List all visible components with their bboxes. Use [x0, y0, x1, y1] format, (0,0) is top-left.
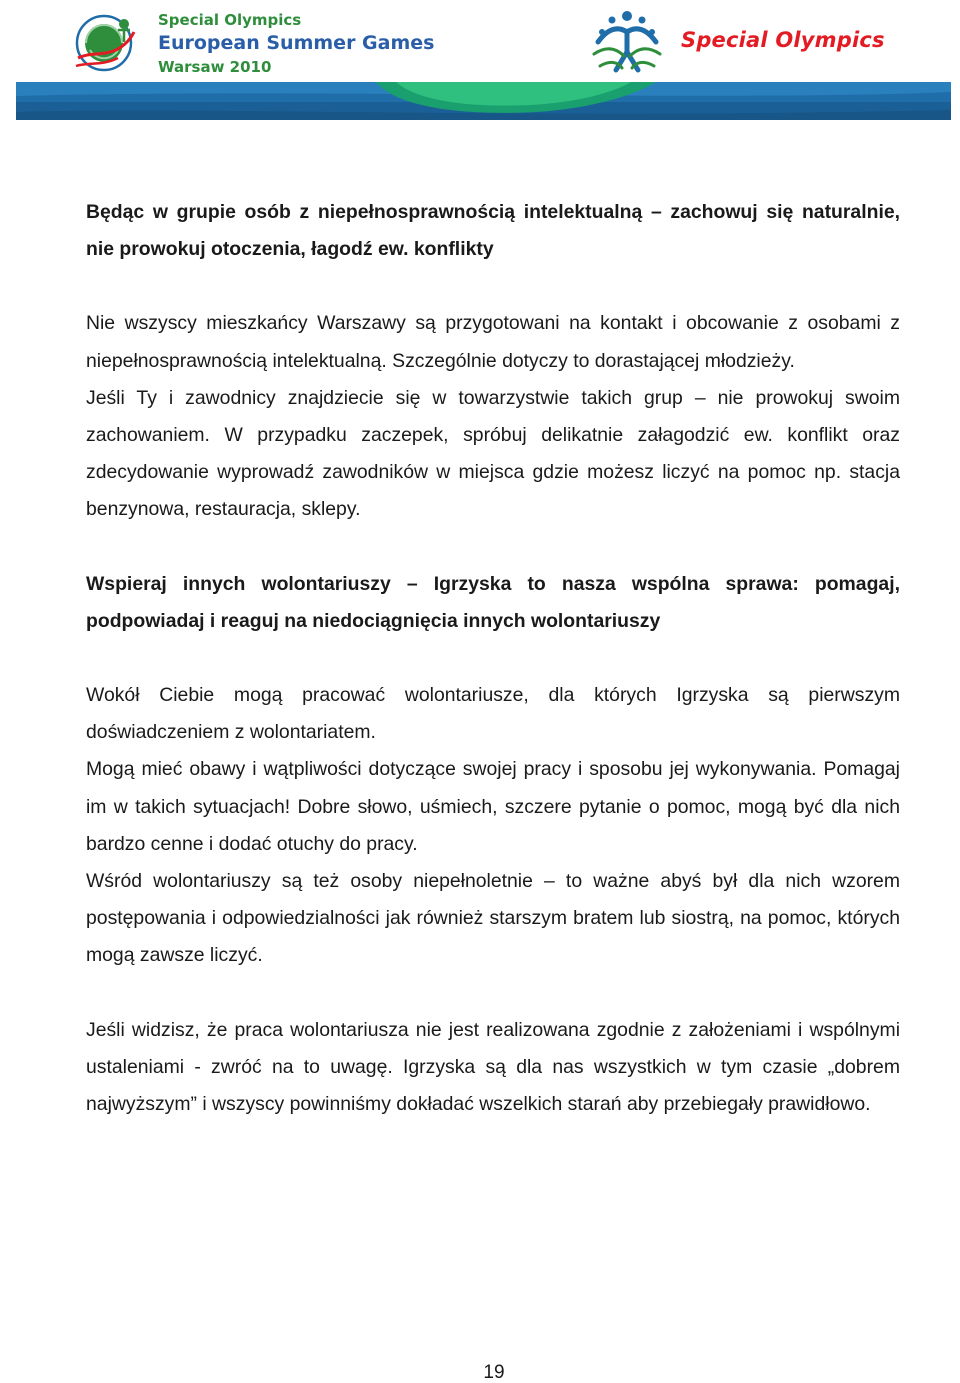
header-banner	[16, 82, 951, 120]
paragraph-feedback: Jeśli widzisz, że praca wolontariusza nie jest realizowana zgodnie z założeniami i wspólnymi ustaleniami - zwróć na to uwagę. Igrzyska są dla nas wszystkich w tym czasie „dobrem najwyższym” i wszyscy powinniśmy dokładać wszelkich starań aby przebiegały prawidłowo.	[86, 1018, 900, 1116]
page-number: 19	[483, 1362, 505, 1383]
special-olympics-emblem-icon	[590, 6, 664, 78]
paragraph-provocation: Jeśli Ty i zawodnicy znajdziecie się w towarzystwie takich grup – nie prowokuj swoim zachowaniem. W przypadku zaczepek, spróbuj delikatnie załagodzić ew. konflikt oraz zdecydowanie wyprowadź zawodników w miejsca gdzie możesz liczyć na pomoc np. stacja benzynowa, restauracja, sklepy.	[86, 386, 900, 521]
paragraph-spacer	[86, 975, 900, 1012]
paragraph-heading-support: Wspieraj innych wolontariuszy – Igrzyska to nasza wspólna sprawa: pomagaj, podpowiadaj i reaguj na niedociągnięcia innych wolontariuszy	[86, 572, 900, 632]
paragraph-concerns: Mogą mieć obawy i wątpliwości dotyczące swojej pracy i sposobu jej wykonywania. Pomagaj im w takich sytuacjach! Dobre słowo, uśmiech, szczere pytanie o pomoc, mogą być dla nich bardzo cenne i dodać otuchy do pracy.	[86, 758, 900, 855]
page-header	[0, 0, 960, 122]
event-title-line1: Special Olympics	[158, 11, 302, 29]
event-title	[158, 10, 458, 80]
paragraph-spacer	[86, 268, 900, 305]
paragraph-spacer	[86, 529, 900, 566]
event-title-line2: European Summer Games	[158, 32, 435, 54]
paragraph-heading-behaviour: Będąc w grupie osób z niepełnosprawnością intelektualną – zachowuj się naturalnie, nie prowokuj otoczenia, łagodź ew. konflikty	[86, 201, 900, 261]
document-body	[86, 194, 900, 1123]
event-title-line3: Warsaw 2010	[158, 58, 272, 76]
paragraph-residents: Nie wszyscy mieszkańcy Warszawy są przygotowani na kontakt i obcowanie z osobami z niepełnosprawnością intelektualną. Szczególnie dotyczy to dorastającej młodzieży.	[86, 312, 900, 372]
games-logo-icon	[72, 10, 138, 76]
paragraph-spacer	[86, 640, 900, 677]
paragraph-minors: Wśród wolontariuszy są też osoby niepełnoletnie – to ważne abyś był dla nich wzorem postępowania i odpowiedzialności jak również starszym bratem lub siostrą, na pomoc, których mogą zawsze liczyć.	[86, 870, 900, 967]
paragraph-first-experience: Wokół Ciebie mogą pracować wolontariusze, dla których Igrzyska są pierwszym doświadczeniem z wolontariatem.	[86, 684, 900, 744]
special-olympics-wordmark: Special Olympics	[681, 28, 885, 52]
